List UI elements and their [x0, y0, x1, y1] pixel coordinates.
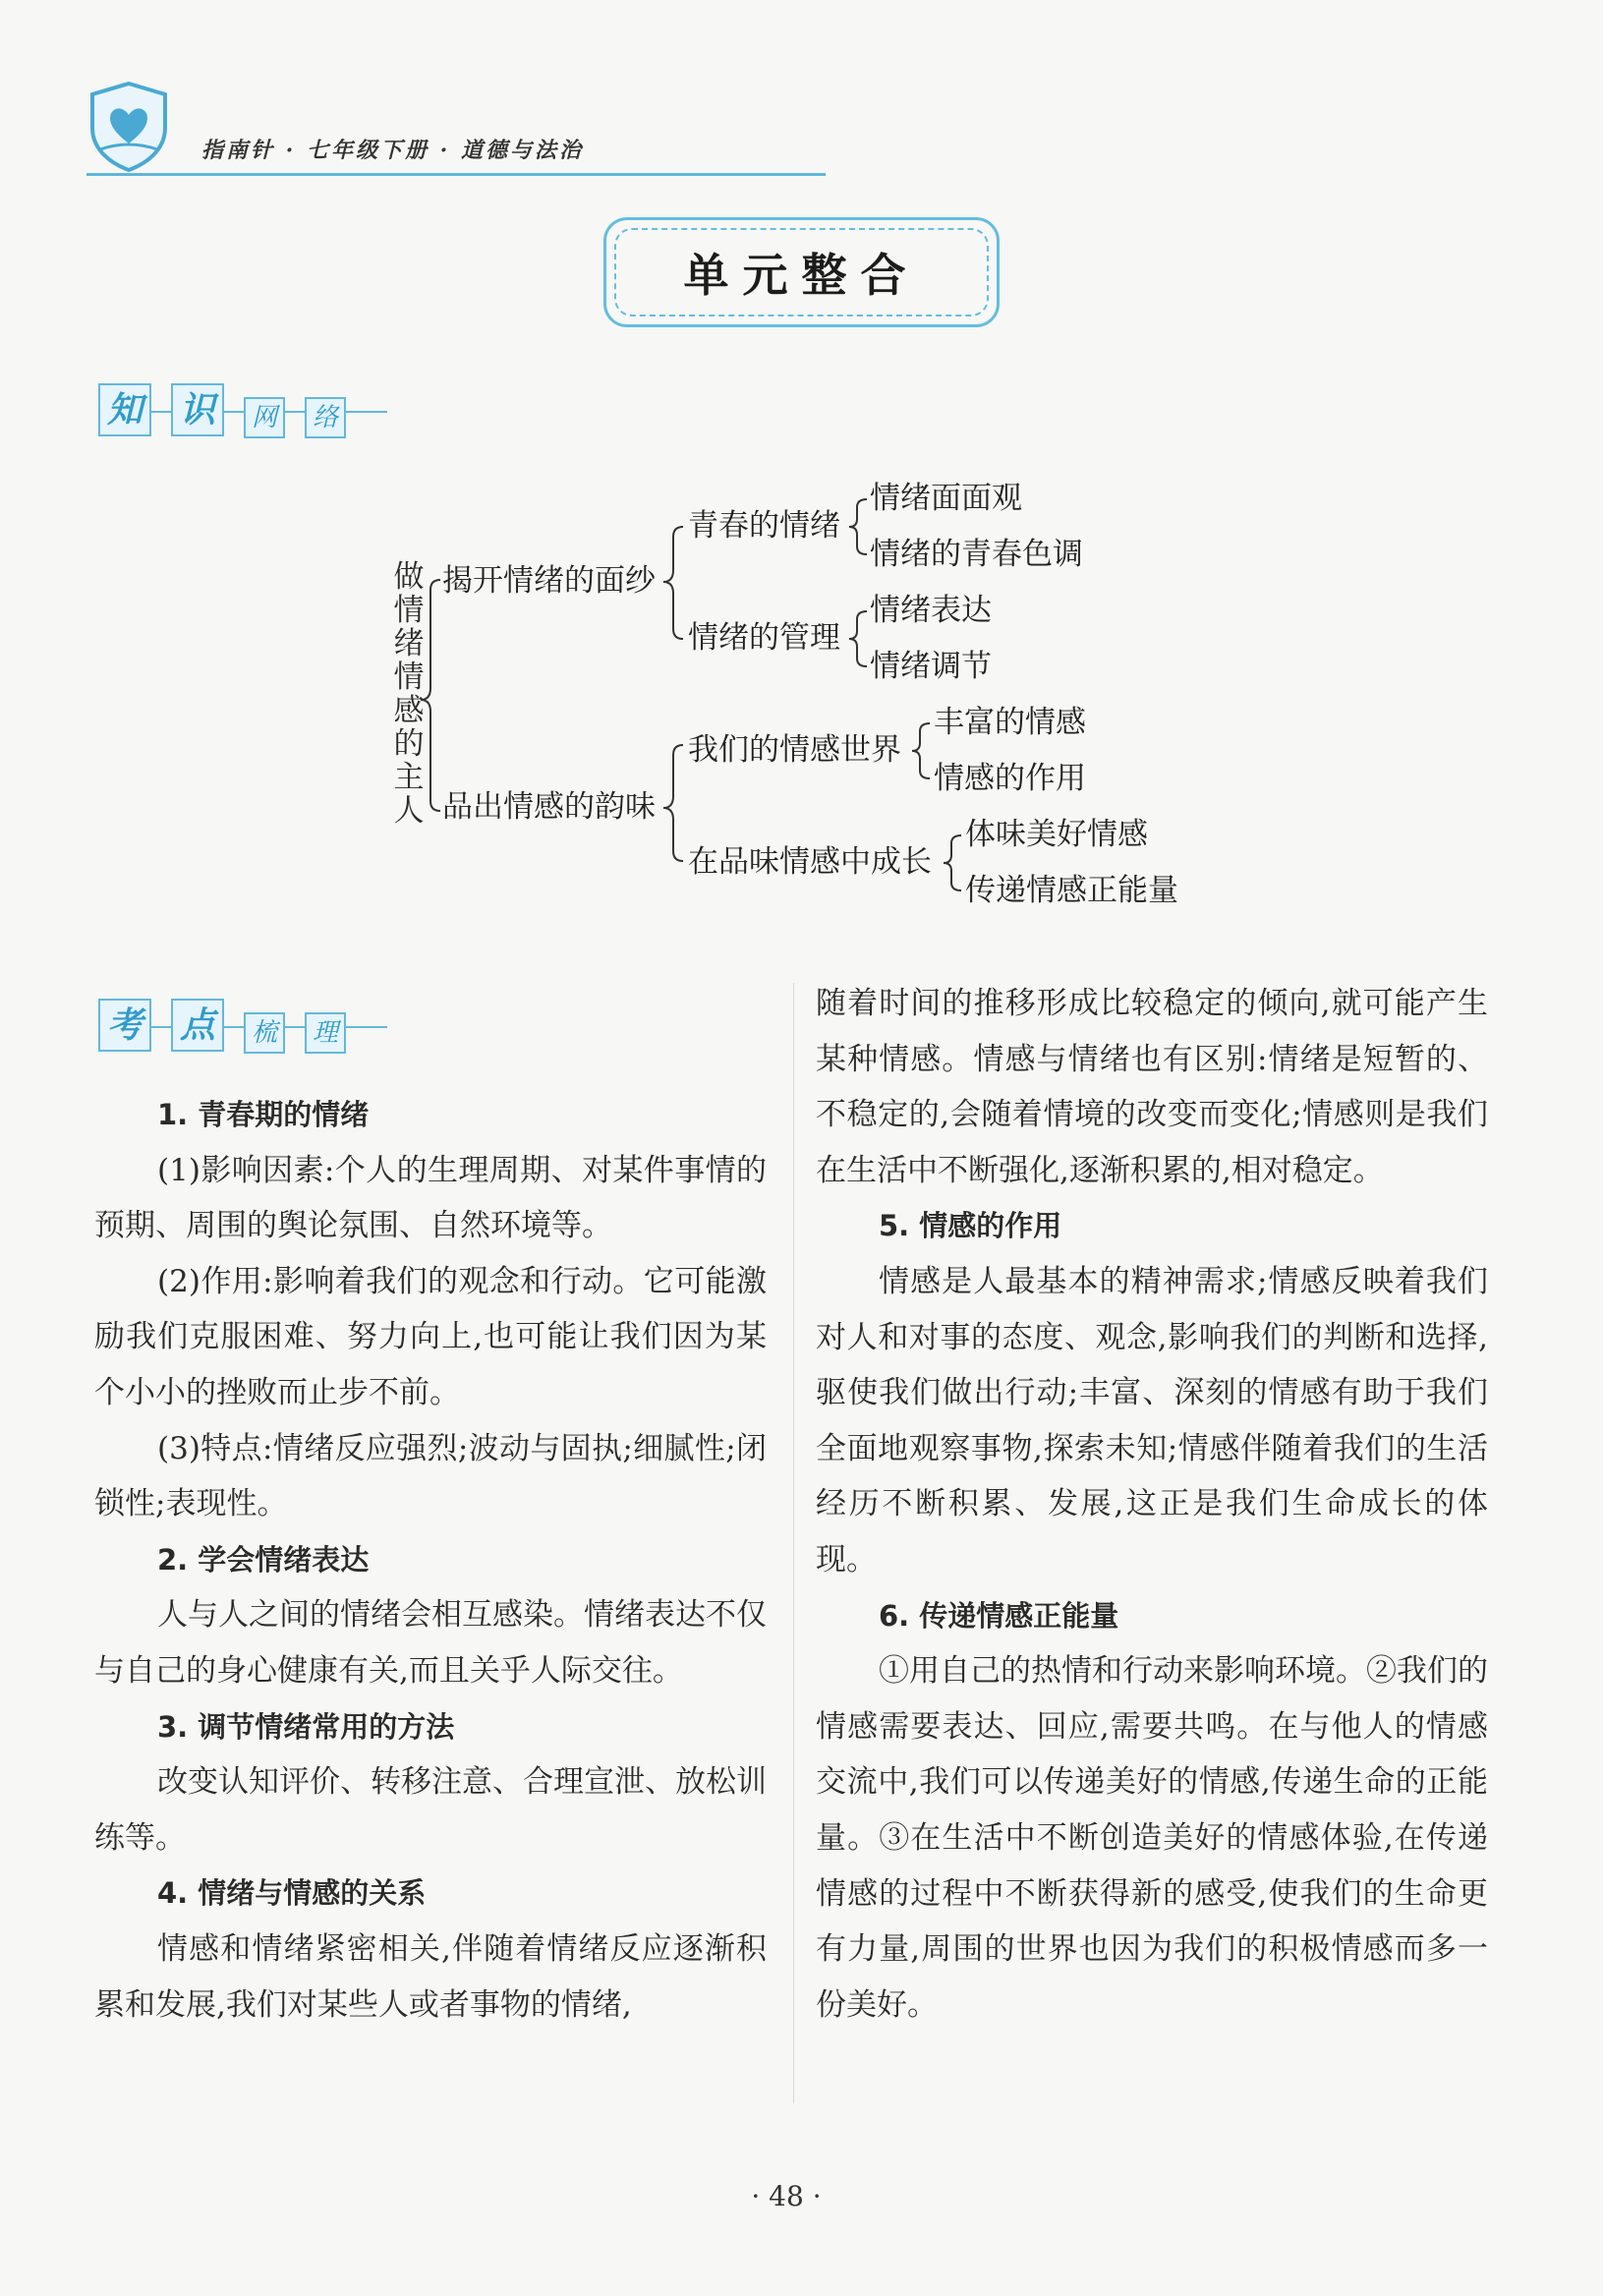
mindmap-leaf: 情绪表达 — [870, 593, 992, 628]
shield-heart-icon — [86, 81, 171, 173]
unit-title-box — [603, 217, 1000, 327]
section-heading: 4. 情绪与情感的关系 — [157, 1876, 427, 1911]
left-column — [94, 1087, 767, 2033]
paragraph: (2)作用:影响着我们的观念和行动。它可能激励我们克服困难、努力向上,也可能让我们因为某个小小的挫败而止步不前。 — [94, 1263, 767, 1410]
tag-char: 络 — [305, 397, 346, 438]
mindmap-root: 做情绪情感的主人 — [393, 559, 425, 829]
paragraph: 人与人之间的情绪会相互感染。情绪表达不仅与自己的身心健康有关,而且关乎人际交往。 — [94, 1597, 767, 1689]
column-divider — [793, 983, 794, 2103]
section-heading: 5. 情感的作用 — [879, 1209, 1062, 1243]
paragraph: (3)特点:情绪反应强烈;波动与固执;细腻性;闭锁性;表现性。 — [94, 1430, 767, 1522]
mindmap-leaf: 情绪调节 — [870, 649, 992, 684]
tag-connector — [149, 1026, 171, 1028]
mindmap-branch-1b: 情绪的管理 — [688, 620, 840, 656]
unit-title: 单元整合 — [683, 249, 920, 302]
tag-connector — [283, 1026, 305, 1028]
mindmap-branch-2: 品出情感的韵味 — [442, 789, 656, 825]
section-heading: 2. 学会情绪表达 — [157, 1542, 370, 1577]
tag-char: 网 — [244, 397, 285, 438]
mindmap-leaf: 传递情感正能量 — [965, 873, 1178, 908]
tag-char: 点 — [171, 999, 224, 1052]
mindmap-leaf: 情绪面面观 — [870, 481, 1022, 516]
book-header: 指南针 · 七年级下册 · 道德与法治 — [201, 138, 584, 163]
paragraph: 情感和情绪紧密相关,伴随着情绪反应逐渐积累和发展,我们对某些人或者事物的情绪, — [94, 1930, 767, 2023]
paragraph: 情感是人最基本的精神需求;情感反映着我们对人和对事的态度、观念,影响我们的判断和选择,驱使我们做出行动;丰富、深刻的情感有助于我们全面地观察事物,探索未知;情感伴随着我们的生活经历不断积累、发展,这正是我们生命成长的体现。 — [816, 1263, 1488, 1578]
tag-connector — [344, 411, 387, 413]
header-rule — [86, 173, 826, 176]
mindmap-leaf: 情感的作用 — [934, 761, 1086, 796]
tag-connector — [222, 1026, 244, 1028]
tag-connector — [344, 1026, 387, 1028]
tag-connector — [222, 411, 244, 413]
tag-char: 识 — [171, 383, 224, 436]
mindmap-branch-2a: 我们的情感世界 — [688, 732, 901, 768]
section-heading: 1. 青春期的情绪 — [157, 1098, 370, 1131]
paragraph: (1)影响因素:个人的生理周期、对某件事情的预期、周围的舆论氛围、自然环境等。 — [94, 1152, 767, 1244]
tag-connector — [149, 411, 171, 413]
mindmap-branch-1: 揭开情绪的面纱 — [442, 563, 656, 599]
mindmap-leaf: 情绪的青春色调 — [870, 537, 1083, 572]
paragraph: 随着时间的推移形成比较稳定的倾向,就可能产生某种情感。情感与情绪也有区别:情绪是短暂的、不稳定的,会随着情境的改变而变化;情感则是我们在生活中不断强化,逐渐积累的,相对稳定。 — [816, 986, 1488, 1188]
right-column — [816, 976, 1488, 2033]
paragraph: ①用自己的热情和行动来影响环境。②我们的情感需要表达、回应,需要共鸣。在与他人的情感交流中,我们可以传递美好的情感,传递生命的正能量。③在生活中不断创造美好的情感体验,在传递情感的过程中不断获得新的感受,使我们的生命更有力量,周围的世界也因为我们的积极情感而多一份美好。 — [816, 1653, 1488, 2023]
tag-char: 理 — [305, 1012, 346, 1054]
mindmap-branch-2b: 在品味情感中成长 — [688, 844, 932, 880]
tag-char: 知 — [98, 383, 151, 436]
tag-knowledge-network — [98, 383, 393, 436]
tag-char: 考 — [98, 999, 151, 1052]
page-number: · 48 · — [751, 2180, 822, 2212]
tag-connector — [283, 411, 305, 413]
mindmap-leaf: 体味美好情感 — [965, 817, 1148, 852]
tag-key-points — [98, 999, 393, 1052]
tag-char: 梳 — [244, 1012, 285, 1054]
paragraph: 改变认知评价、转移注意、合理宣泄、放松训练等。 — [94, 1764, 767, 1856]
mindmap-leaf: 丰富的情感 — [934, 705, 1086, 740]
mindmap-branch-1a: 青春的情绪 — [688, 508, 840, 544]
section-heading: 6. 传递情感正能量 — [879, 1598, 1119, 1633]
section-heading: 3. 调节情绪常用的方法 — [157, 1709, 455, 1744]
